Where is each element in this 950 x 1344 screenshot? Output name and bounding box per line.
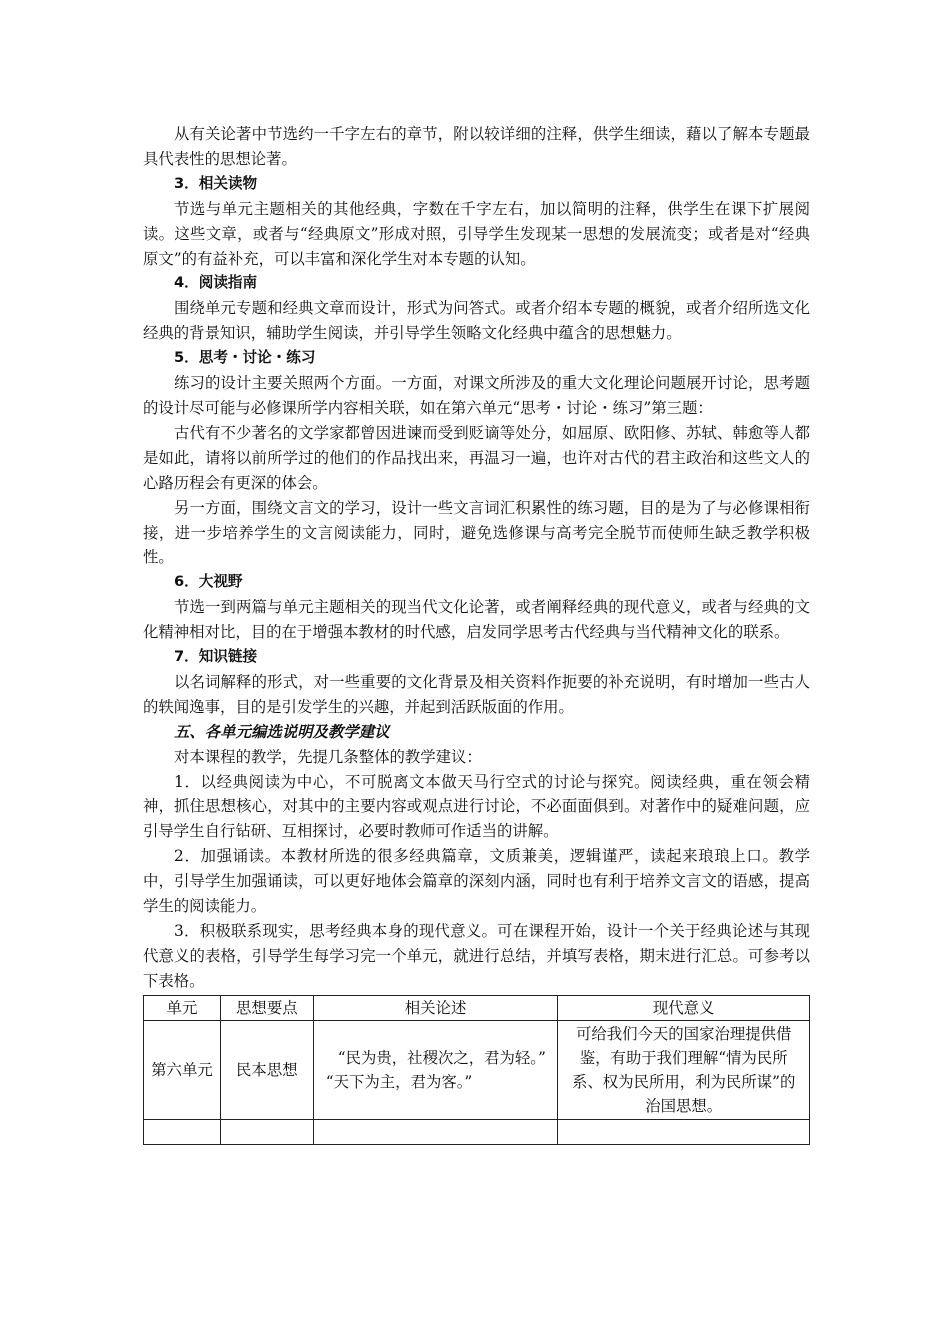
section-heading-6: 6．大视野 xyxy=(174,573,243,591)
section-heading-7: 7．知识链接 xyxy=(174,648,258,666)
section-paragraph: 另一方面，围绕文言文的学习，设计一些文言词汇积累性的练习题，目的是为了与必修课相衔接，进一步培养学生的文言阅读能力，同时，避免选修课与高考完全脱节而使师生缺乏教学积极性。 xyxy=(143,498,810,567)
section-paragraph: 节选与单元主题相关的其他经典，字数在千字左右，加以简明的注释，供学生在课下扩展阅读。这些文章，或者与“经典原文”形成对照，引导学生发现某一思想的发展流变；或者是对“经典原文”的有益补充，可以丰富和深化学生对本专题的认知。 xyxy=(143,199,810,268)
table-cell-empty xyxy=(220,1119,313,1144)
table-header-cell: 思想要点 xyxy=(220,995,313,1020)
section-paragraph: 3．积极联系现实，思考经典本身的现代意义。可在课程开始，设计一个关于经典论述与其现代意义的表格，引导学生每学习完一个单元，就进行总结，并填写表格，期末进行汇总。可参考以下表格。 xyxy=(143,922,810,990)
document-page xyxy=(143,122,810,1145)
section-paragraph: 练习的设计主要关照两个方面。一方面，对课文所涉及的重大文化理论问题展开讨论，思考题的设计尽可能与必修课所学内容相关联，如在第六单元“思考・讨论・练习”第三题： xyxy=(143,374,810,417)
section-heading-3: 3．相关读物 xyxy=(174,174,258,192)
table-cell-meaning: 可给我们今天的国家治理提供借鉴，有助于我们理解“情为民所系、权为民所用，利为民所谋”的治国思想。 xyxy=(558,1020,810,1119)
table-cell-unit: 第六单元 xyxy=(144,1020,221,1119)
table-cell-empty xyxy=(558,1119,810,1144)
table-header-row xyxy=(144,995,810,1020)
quote-text: “天下为主，君为客。” xyxy=(325,1072,473,1091)
intro-paragraph: 从有关论著中节选约一千字左右的章节，附以较详细的注释，供学生细读，藉以了解本专题最具代表性的思想论著。 xyxy=(143,125,810,168)
table-header-cell: 现代意义 xyxy=(558,995,810,1020)
section-paragraph: 以名词解释的形式，对一些重要的文化背景及相关资料作扼要的补充说明，有时增加一些古人的轶闻逸事，目的是引发学生的兴趣，并起到活跃版面的作用。 xyxy=(143,672,810,716)
table-cell-quotes xyxy=(313,1020,558,1119)
table-cell-empty xyxy=(144,1119,221,1144)
table-row-empty xyxy=(144,1119,810,1144)
section-heading-5: 5．思考・讨论・练习 xyxy=(174,349,316,367)
section-paragraph: 1．以经典阅读为中心，不可脱离文本做天马行空式的讨论与探究。阅读经典，重在领会精神，抓住思想核心，对其中的主要内容或观点进行讨论，不必面面俱到。对著作中的疑难问题，应引导学生自行钻研、互相探讨，必要时教师可作适当的讲解。 xyxy=(143,772,810,841)
table-cell-point: 民本思想 xyxy=(220,1020,313,1119)
table-header-cell: 单元 xyxy=(144,995,221,1020)
table-cell-empty xyxy=(313,1119,558,1144)
section-paragraph: 2．加强诵读。本教材所选的很多经典篇章，文质兼美，逻辑谨严，读起来琅琅上口。教学中，引导学生加强诵读，可以更好地体会篇章的深刻内涵，同时也有利于培养文言文的语感，提高学生的阅读能力。 xyxy=(143,847,810,916)
section-heading-4: 4．阅读指南 xyxy=(174,274,258,292)
section-paragraph: 围绕单元专题和经典文章而设计，形式为问答式。或者介绍本专题的概貌，或者介绍所选文化经典的背景知识，辅助学生阅读，并引导学生领略文化经典中蕴含的思想魅力。 xyxy=(143,299,810,343)
reference-table xyxy=(143,995,810,1145)
section-paragraph: 节选一到两篇与单元主题相关的现当代文化论著，或者阐释经典的现代意义，或者与经典的文化精神相对比，目的在于增强本教材的时代感，启发同学思考古代经典与当代精神文化的联系。 xyxy=(143,598,810,642)
section-paragraph: 古代有不少著名的文学家都曾因进谏而受到贬谪等处分，如屈原、欧阳修、苏轼、韩愈等人都是如此，请将以前所学过的他们的作品找出来，再温习一遍，也许对古代的君主政治和这些文人的心路历程会有更深的体会。 xyxy=(143,423,810,492)
quote-text: “民为贵，社稷次之，君为轻。” xyxy=(337,1048,546,1067)
table-row xyxy=(144,1020,810,1119)
table-header-cell: 相关论述 xyxy=(313,995,558,1020)
section-five-heading: 五、各单元编选说明及教学建议 xyxy=(174,722,390,741)
section-paragraph: 对本课程的教学，先提几条整体的教学建议： xyxy=(174,747,482,766)
